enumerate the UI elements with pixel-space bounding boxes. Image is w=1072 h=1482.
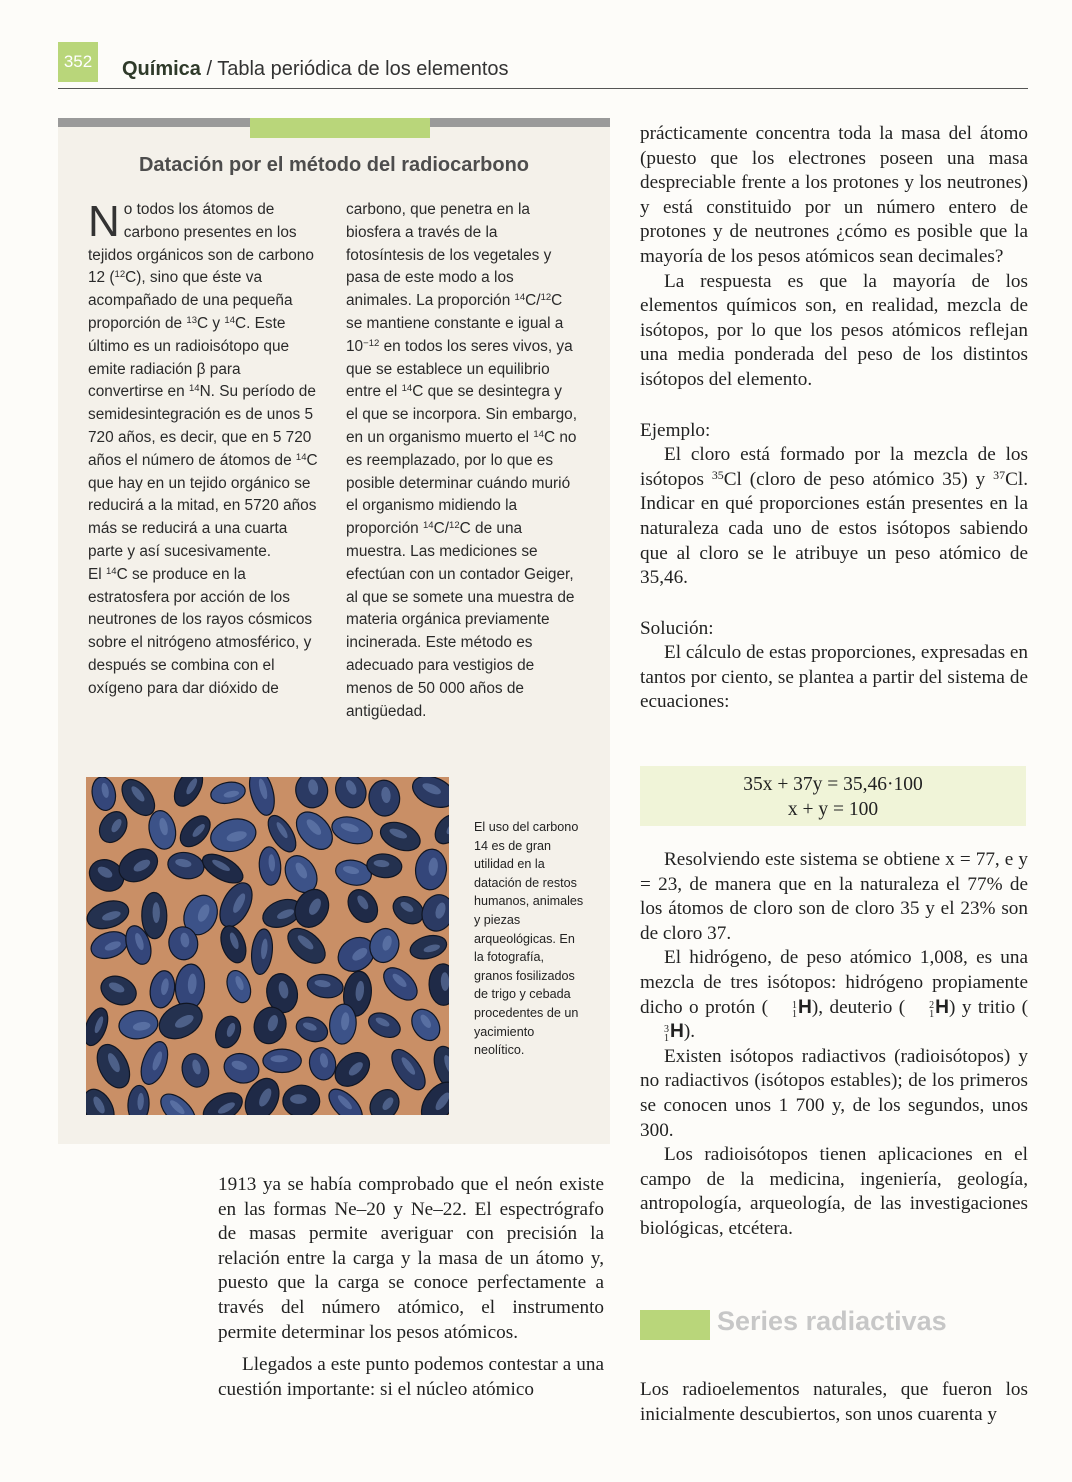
text-run: C no es reemplazado, por lo que es posible determinar cuándo murió el organismo midiendo la proporción xyxy=(346,428,577,538)
body-paragraph: La respuesta es que la mayoría de los elementos químicos son, en realidad, mezcla de isótopos, por lo que los pesos atómicos reflejan una media ponderada del peso de los distintos isótopos del elemento. xyxy=(640,270,1028,390)
solution-label: Solución: xyxy=(640,617,714,639)
text-run: C que se desintegra y el que se incorpora. Sin embargo, en un organismo muerto el xyxy=(346,383,577,446)
text-run: C de una muestra. Las mediciones se efectúan con un contador Geiger, al que se somete una muestra de materia orgánica previamente incinerada. Este método es adecuado para vestigios de menos de 50 000 años de antigüedad. xyxy=(346,520,575,720)
body-paragraph: Los radioisótopos tienen aplicaciones en el campo de la medicina, ingeniería, geología, antropología, arqueología, de las investigaciones biológicas, etcétera. xyxy=(640,1144,1028,1239)
subject-label: Química xyxy=(122,58,201,80)
superscript: 35 xyxy=(711,467,724,482)
text-run: C), sino que éste va acompañado de una pequeña proporción de xyxy=(88,269,293,332)
fossil-grains-photo xyxy=(86,777,449,1115)
box-column-2 xyxy=(346,199,578,723)
atomic-number: 1 xyxy=(929,1008,935,1020)
photo-caption: El uso del carbono 14 es de gran utilidad en la datación de restos humanos, animales y piezas arqueológicas. En la fotografía, granos fosilizados de trigo y cebada procedentes de un yacimiento neolítico. xyxy=(474,820,584,1058)
isotope-numbers xyxy=(768,1001,797,1019)
page-number: 352 xyxy=(58,42,98,82)
text-run: o todos los átomos de carbono presentes en los tejidos orgánicos son de carbono 12 ( xyxy=(88,201,314,287)
body-paragraph: Resolviendo este sistema se obtiene x = 77, e y = 23, de manera que en la naturaleza el 77% de los átomos de cloro son de cloro 35 y el 23% son de cloro 37. xyxy=(640,849,1028,944)
text-run: C y xyxy=(197,314,225,332)
box-paragraph xyxy=(88,564,318,701)
example-paragraph xyxy=(640,443,1028,591)
body-paragraph: Llegados a este punto podemos contestar a una cuestión importante: si el núcleo atómico xyxy=(218,1354,604,1400)
superscript: 37 xyxy=(993,467,1006,482)
running-head xyxy=(122,58,509,81)
superscript: 14 xyxy=(401,383,413,395)
text-run: El xyxy=(88,565,106,583)
mass-number: 2 xyxy=(929,999,935,1011)
section-marker xyxy=(640,1310,710,1340)
solution-paragraph: El cálculo de estas proporciones, expresadas en tantos por ciento, se plantea a partir del sistema de ecuaciones: xyxy=(640,642,1028,713)
text-run: N. Su período de semidesintegración es de unos 5 720 años, es decir, que en 5 720 años el número de átomos de xyxy=(88,383,316,469)
body-paragraph: 1913 ya se había comprobado que el neón existe en las formas Ne–20 y Ne–22. El espectrógrafo de masas permite averiguar con precisión la relación entre la carga y la masa de un átomo y, puesto que la carga se conoce perfectamente a través del número atómico, el instrumento permite determinar los pesos atómicos. xyxy=(218,1174,604,1343)
superscript: 14 xyxy=(188,383,200,395)
right-column-lower xyxy=(640,848,1028,1242)
text-run: El cloro está formado por la mezcla de los isótopos xyxy=(640,444,1028,490)
drop-cap: N xyxy=(88,197,120,246)
body-paragraph: Existen isótopos radiactivos (radioisótopos) y no radiactivos (isótopos estables); de los primeros se conocen unos 1 700 y, de los segundos, unos 300. xyxy=(640,1045,1028,1141)
isotope-numbers xyxy=(905,1001,934,1019)
text-run: C/ xyxy=(433,520,450,538)
box-column-1 xyxy=(88,199,318,701)
deuterium-symbol: H xyxy=(935,996,950,1018)
superscript: 14 xyxy=(423,520,434,532)
grain-highlight xyxy=(271,1055,288,1062)
box-title: Datación por el método del radiocarbono xyxy=(138,154,530,176)
hydrogen-symbol: H xyxy=(798,996,812,1018)
right-column xyxy=(640,122,1028,715)
text-run: El hidrógeno, de peso atómico 1,008, es una mezcla de tres isótopos: hidrógeno propiamente dicho o protón ( xyxy=(640,947,1028,1018)
superscript: 14 xyxy=(295,452,307,463)
superscript: 14 xyxy=(224,315,235,327)
text-run: C/ xyxy=(525,292,541,310)
mass-number: 1 xyxy=(792,999,797,1011)
box-green-tab xyxy=(250,118,430,138)
superscript: 14 xyxy=(533,429,544,441)
section-title: Series radiactivas xyxy=(717,1306,947,1336)
body-paragraph: prácticamente concentra toda la masa del átomo (puesto que los electrones poseen una masa despreciable frente a los protones y los neutrones) y está constituido por un número entero de protones y de neutrones ¿cómo es posible que la mayoría de los pesos atómicos sean decimales? xyxy=(640,123,1028,267)
body-paragraph: Los radioelementos naturales, que fueron los inicialmente descubiertos, son unos cuarenta y xyxy=(640,1379,1028,1425)
superscript: 12 xyxy=(449,520,460,532)
example-label: Ejemplo: xyxy=(640,419,711,441)
superscript: 14 xyxy=(105,565,117,577)
equation-box xyxy=(640,766,1026,826)
text-run: carbono, que penetra en la biosfera a través de la fotosíntesis de los vegetales y pasa de este modo a los animales. La proporción xyxy=(346,201,552,310)
chapter-label: Tabla periódica de los elementos xyxy=(217,58,509,80)
tritium-symbol: H xyxy=(670,1021,684,1043)
superscript: 12 xyxy=(114,269,126,281)
superscript: 14 xyxy=(514,292,526,304)
text-run: ), deuterio ( xyxy=(811,996,906,1018)
mass-number: 3 xyxy=(664,1024,669,1036)
header-rule xyxy=(58,88,1028,89)
head-separator: / xyxy=(200,58,218,80)
superscript: 13 xyxy=(186,315,198,327)
text-run: ). xyxy=(683,1021,696,1043)
equation-2: x + y = 100 xyxy=(787,799,879,820)
box-paragraph xyxy=(88,199,318,564)
text-run: ) y tritio ( xyxy=(949,996,1028,1018)
atomic-number: 1 xyxy=(792,1008,797,1020)
hydrogen-paragraph xyxy=(640,946,1028,1044)
section-paragraph xyxy=(640,1378,1028,1427)
bottom-left-column xyxy=(218,1173,604,1402)
text-run: C se produce en la estratosfera por acción de los neutrones de los rayos cósmicos sobre el nitrógeno atmosférico, y después se combina con el oxígeno para dar dióxido de xyxy=(88,565,313,697)
equation-1: 35x + 37y = 35,46·100 xyxy=(743,774,923,795)
superscript: 12 xyxy=(540,292,552,304)
isotope-numbers xyxy=(640,1025,669,1043)
atomic-number: 1 xyxy=(664,1033,669,1045)
text-run: en todos los seres vivos, ya que se establece un equilibrio entre el xyxy=(346,337,573,401)
box-paragraph xyxy=(346,199,578,723)
text-run: C se mantiene constante e igual a 10 xyxy=(346,292,564,355)
text-run: Cl. Indicar en qué proporciones están presentes en la naturaleza cada uno de estos isótopos sabiendo que al cloro se le atribuye un peso atómico de 35,46. xyxy=(640,468,1028,589)
text-run: C. Este último es un radioisótopo que emite radiación β para convertirse en xyxy=(88,314,290,401)
text-run: Cl (cloro de peso atómico 35) y xyxy=(723,468,994,490)
superscript: −12 xyxy=(363,338,380,350)
text-run: C que hay en un tejido orgánico se reducirá a la mitad, en 5720 años más se reducirá a una cuarta parte y así sucesivamente. xyxy=(88,451,318,560)
